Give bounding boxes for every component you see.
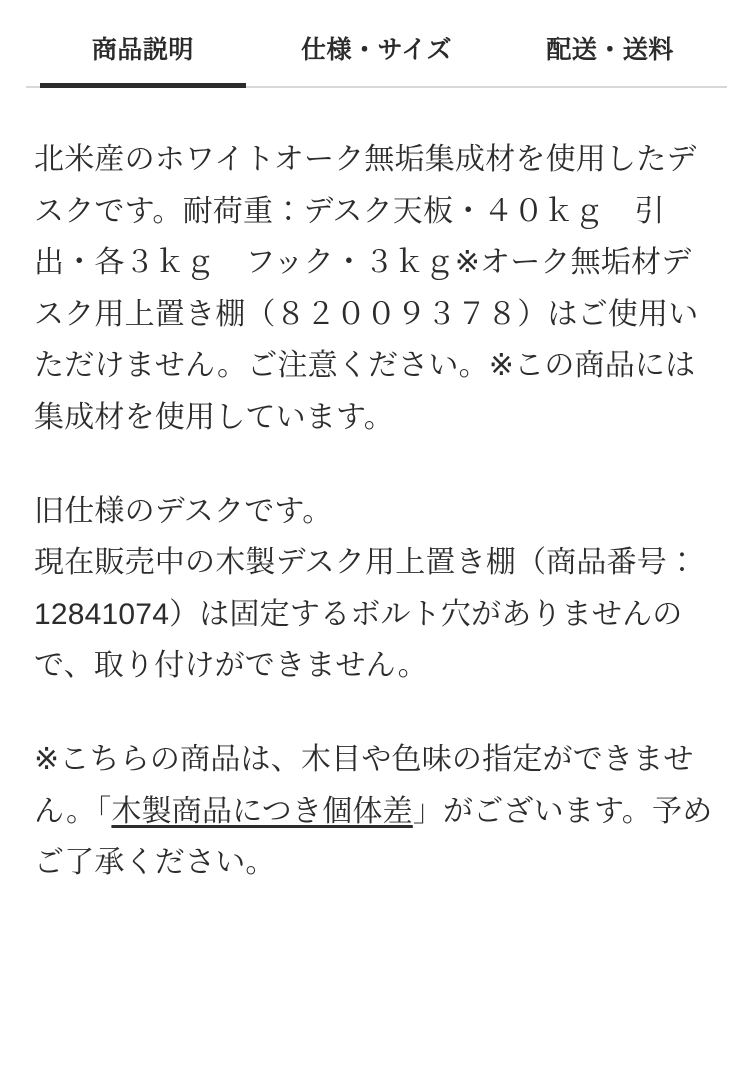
individual-difference-link[interactable]: 木製商品につき個体差 [111,794,413,828]
note-prefix: ※こちらの商品は、木目や色味の指定ができません。「 [34,742,694,828]
old-spec-line-1: 旧仕様のデスクです。 [34,494,333,528]
note-suffix: 」がございます。予めご了承ください。 [34,794,713,880]
tab-specs-size-label: 仕様・サイズ [301,36,453,64]
product-tabs [0,0,753,88]
description-paragraph-note [34,734,719,889]
old-spec-line-2: 現在販売中の木製デスク用上置き棚（商品番号：12841074）は固定するボルト穴がありませんので、取り付けができません。 [34,546,698,683]
description-paragraph-main: 北米産のホワイトオーク無垢集成材を使用したデスクです。耐荷重：デスク天板・４０ｋｇ 引出・各３ｋｇ フック・３ｋｇ※オーク無垢材デスク用上置き棚（８２００９３７８）はご使用いただけません。ご注意ください。※この商品には集成材を使用しています。 [34,143,699,434]
tab-specs-size[interactable] [260,30,494,88]
tab-product-description-label: 商品説明 [91,36,194,64]
tab-shipping-fee[interactable] [493,30,727,88]
tab-shipping-fee-label: 配送・送料 [546,36,674,64]
tab-product-description[interactable] [26,30,260,88]
description-content [0,88,753,889]
description-paragraph-old-spec [34,486,719,692]
